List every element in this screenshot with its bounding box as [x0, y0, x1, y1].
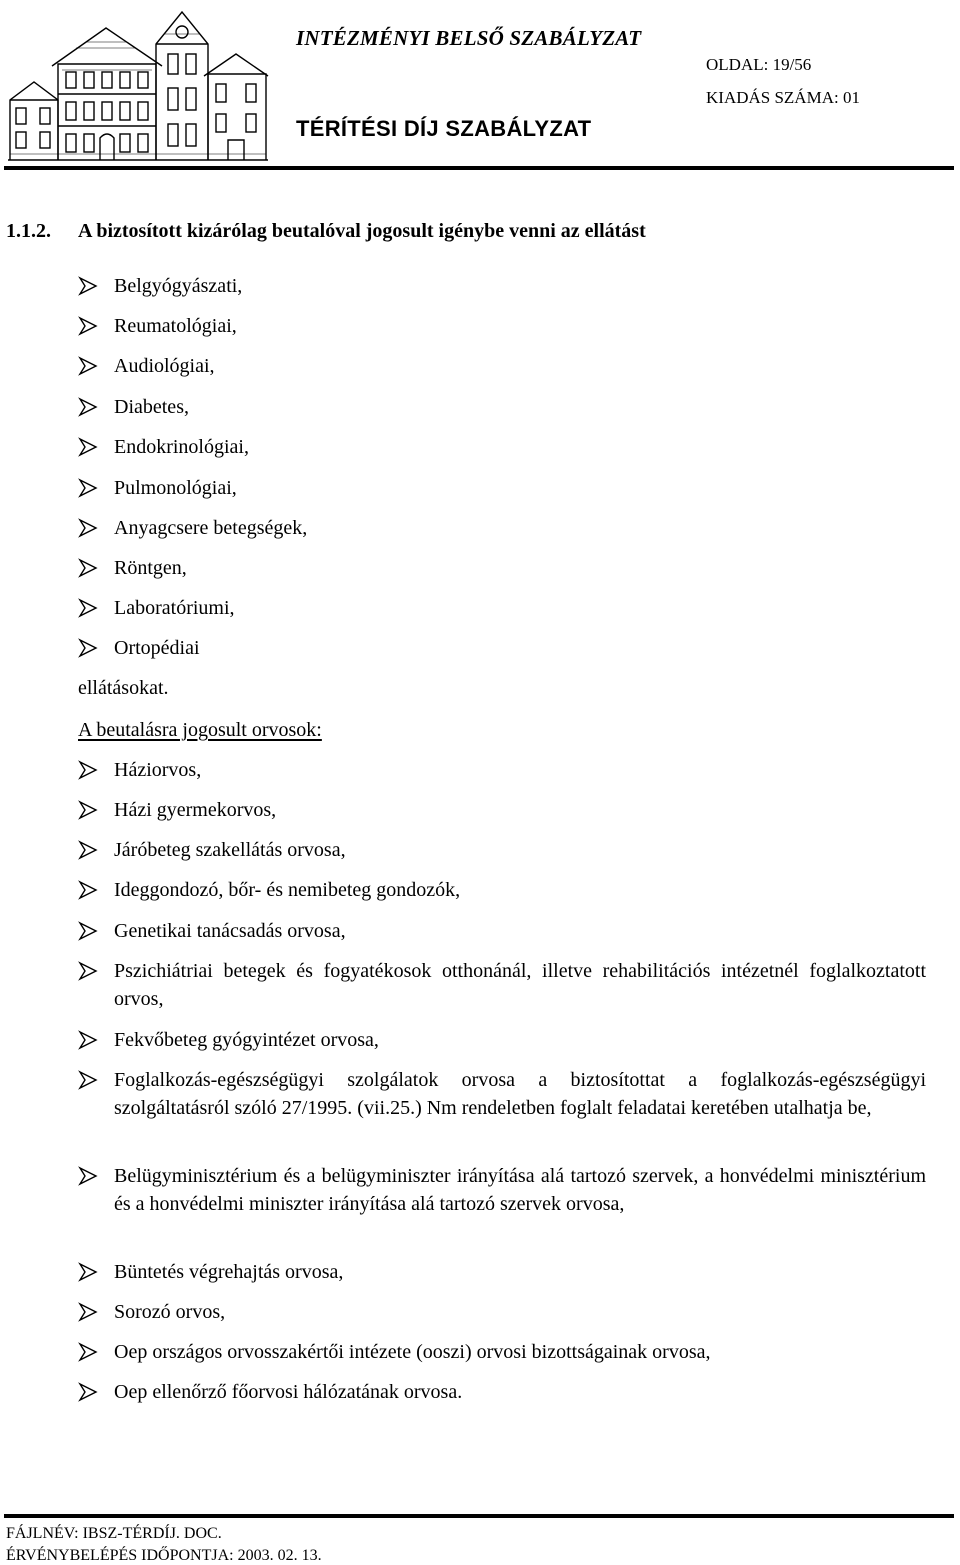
- doctors-heading: [78, 716, 322, 744]
- list-item-text: Foglalkozás-egészségügyi szolgálatok orvosa a biztosítottat a foglalkozás-egészségügyi szolgáltatásról szóló 27/1995. (vii.25.) Nm rendeletben foglalt feladatai keretében utalhatja be,: [114, 1069, 926, 1119]
- arrowhead-bullet-icon: [78, 397, 98, 417]
- institution-rules-title: INTÉZMÉNYI BELSŐ SZABÁLYZAT: [296, 26, 642, 50]
- arrowhead-bullet-icon: [78, 800, 98, 820]
- page-number: OLDAL: 19/56: [706, 55, 812, 74]
- arrowhead-bullet-icon: [78, 638, 98, 658]
- arrowhead-bullet-icon: [78, 921, 98, 941]
- doctors-heading-text: A beutalásra jogosult orvosok:: [78, 719, 322, 741]
- header-divider: [4, 166, 954, 170]
- arrowhead-bullet-icon: [78, 1166, 98, 1186]
- list-item-text: Fekvőbeteg gyógyintézet orvosa,: [114, 1029, 379, 1051]
- arrowhead-bullet-icon: [78, 598, 98, 618]
- arrowhead-bullet-icon: [78, 437, 98, 457]
- list-item-text: Belügyminisztérium és a belügyminiszter irányítása alá tartozó szervek, a honvédelmi minisztérium és a honvédelmi miniszter irányítása alá tartozó szervek orvosa,: [114, 1165, 926, 1215]
- list-item-text: Pulmonológiai,: [114, 477, 237, 499]
- list-item-text: Oep ellenőrző főorvosi hálózatának orvosa.: [114, 1381, 463, 1403]
- list-item-text: Járóbeteg szakellátás orvosa,: [114, 839, 346, 861]
- list-item-text: Sorozó orvos,: [114, 1301, 226, 1323]
- arrowhead-bullet-icon: [78, 1262, 98, 1282]
- arrowhead-bullet-icon: [78, 478, 98, 498]
- list-item-text: Anyagcsere betegségek,: [114, 517, 308, 539]
- section-title: A biztosított kizárólag beutalóval jogosult igénybe venni az ellátást: [78, 220, 646, 242]
- arrowhead-bullet-icon: [78, 961, 98, 981]
- list-item-text: Laboratóriumi,: [114, 597, 235, 619]
- footer-effective-date: ÉRVÉNYBELÉPÉS IDŐPONTJA: 2003. 02. 13.: [6, 1547, 322, 1564]
- document-title: TÉRÍTÉSI DÍJ SZABÁLYZAT: [296, 116, 592, 141]
- footer-divider: [4, 1514, 954, 1518]
- list-item-text: Oep országos orvosszakértői intézete (ooszi) orvosi bizottságainak orvosa,: [114, 1341, 711, 1363]
- page-header: [0, 0, 960, 175]
- arrowhead-bullet-icon: [78, 760, 98, 780]
- building-drawing-logo: [6, 4, 270, 164]
- arrowhead-bullet-icon: [78, 1342, 98, 1362]
- arrowhead-bullet-icon: [78, 1302, 98, 1322]
- list-item-text: Genetikai tanácsadás orvosa,: [114, 920, 346, 942]
- arrowhead-bullet-icon: [78, 558, 98, 578]
- list-item-text: Belgyógyászati,: [114, 275, 243, 297]
- arrowhead-bullet-icon: [78, 1030, 98, 1050]
- arrowhead-bullet-icon: [78, 1382, 98, 1402]
- footer-filename: FÁJLNÉV: IBSZ-TÉRDÍJ. DOC.: [6, 1525, 222, 1542]
- section-number: 1.1.2.: [6, 220, 51, 242]
- arrowhead-bullet-icon: [78, 1070, 98, 1090]
- list-item-text: Háziorvos,: [114, 759, 202, 781]
- list-item-text: Reumatológiai,: [114, 315, 237, 337]
- arrowhead-bullet-icon: [78, 356, 98, 376]
- edition-number: KIADÁS SZÁMA: 01: [706, 88, 860, 107]
- list-item-text: Endokrinológiai,: [114, 436, 249, 458]
- list-item-text: Pszichiátriai betegek és fogyatékosok otthonánál, illetve rehabilitációs intézetnél foglalkoztatott orvos,: [114, 960, 926, 1010]
- arrowhead-bullet-icon: [78, 518, 98, 538]
- list-item-text: Ortopédiai: [114, 637, 200, 659]
- list-item-text: Audiológiai,: [114, 355, 215, 377]
- section-heading: [6, 220, 646, 243]
- arrowhead-bullet-icon: [78, 840, 98, 860]
- list-item-text: Házi gyermekorvos,: [114, 799, 277, 821]
- list-item-text: Büntetés végrehajtás orvosa,: [114, 1261, 344, 1283]
- arrowhead-bullet-icon: [78, 880, 98, 900]
- list-item-text: Ideggondozó, bőr- és nemibeteg gondozók,: [114, 879, 461, 901]
- services-closing: ellátásokat.: [78, 677, 169, 699]
- arrowhead-bullet-icon: [78, 276, 98, 296]
- list-item-text: Röntgen,: [114, 557, 187, 579]
- list-item-text: Diabetes,: [114, 396, 189, 418]
- arrowhead-bullet-icon: [78, 316, 98, 336]
